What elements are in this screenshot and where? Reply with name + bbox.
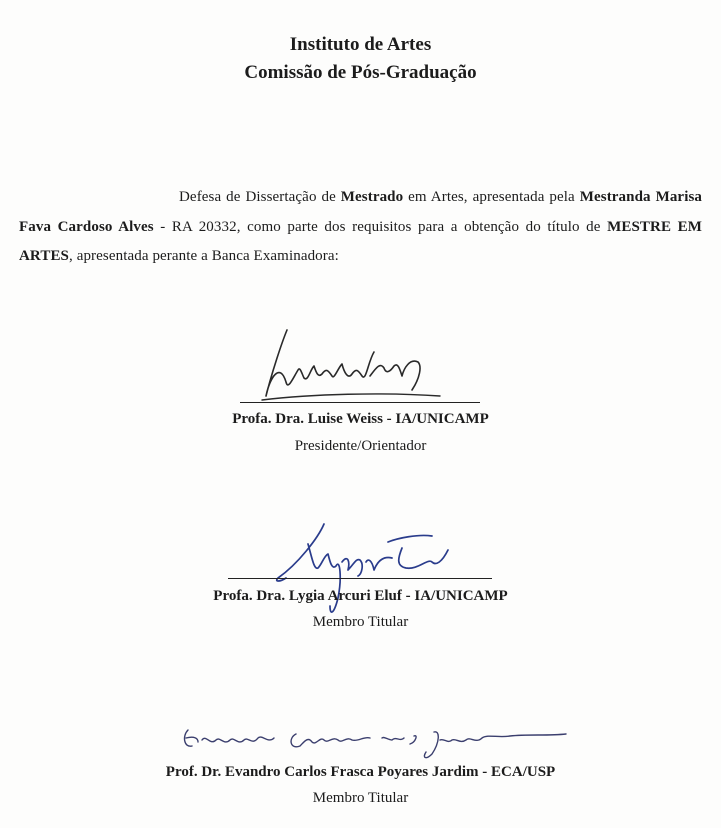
- signatory-name-3: Prof. Dr. Evandro Carlos Frasca Poyares Jardim - ECA/USP: [165, 764, 556, 780]
- signatory-name-1: Profa. Dra. Luise Weiss - IA/UNICAMP: [232, 411, 489, 427]
- signature-line-2: [228, 578, 492, 579]
- candidate-name: Mestranda Marisa Fava Cardoso Alves: [19, 189, 702, 235]
- paragraph-text-3: - RA 20332, como parte dos requisitos para a obtenção do título de: [153, 218, 608, 235]
- signatory-role-1: Presidente/Orientador: [294, 438, 427, 454]
- signature-evandro-jardim: [178, 724, 578, 764]
- paragraph-bold-1: Mestrado: [340, 189, 404, 205]
- institute-title: Instituto de Artes: [289, 34, 432, 55]
- paragraph-text-1: Defesa de Dissertação de: [179, 189, 341, 205]
- defense-paragraph: [19, 183, 702, 272]
- document-header: [0, 31, 721, 87]
- signatory-name-2: Profa. Dra. Lygia Arcuri Eluf - IA/UNICAMP: [213, 588, 508, 604]
- signatory-role-3: Membro Titular: [312, 790, 409, 806]
- signature-line-1: [240, 402, 480, 403]
- committee-title: Comissão de Pós-Graduação: [244, 62, 477, 83]
- paragraph-text-4: , apresentada perante a Banca Examinadora:: [69, 248, 339, 264]
- signatory-role-2: Membro Titular: [312, 614, 409, 630]
- signature-luise-weiss: [252, 322, 442, 402]
- paragraph-text-2: em Artes, apresentada pela: [403, 189, 580, 205]
- degree-title: MESTRE EM ARTES: [19, 218, 702, 264]
